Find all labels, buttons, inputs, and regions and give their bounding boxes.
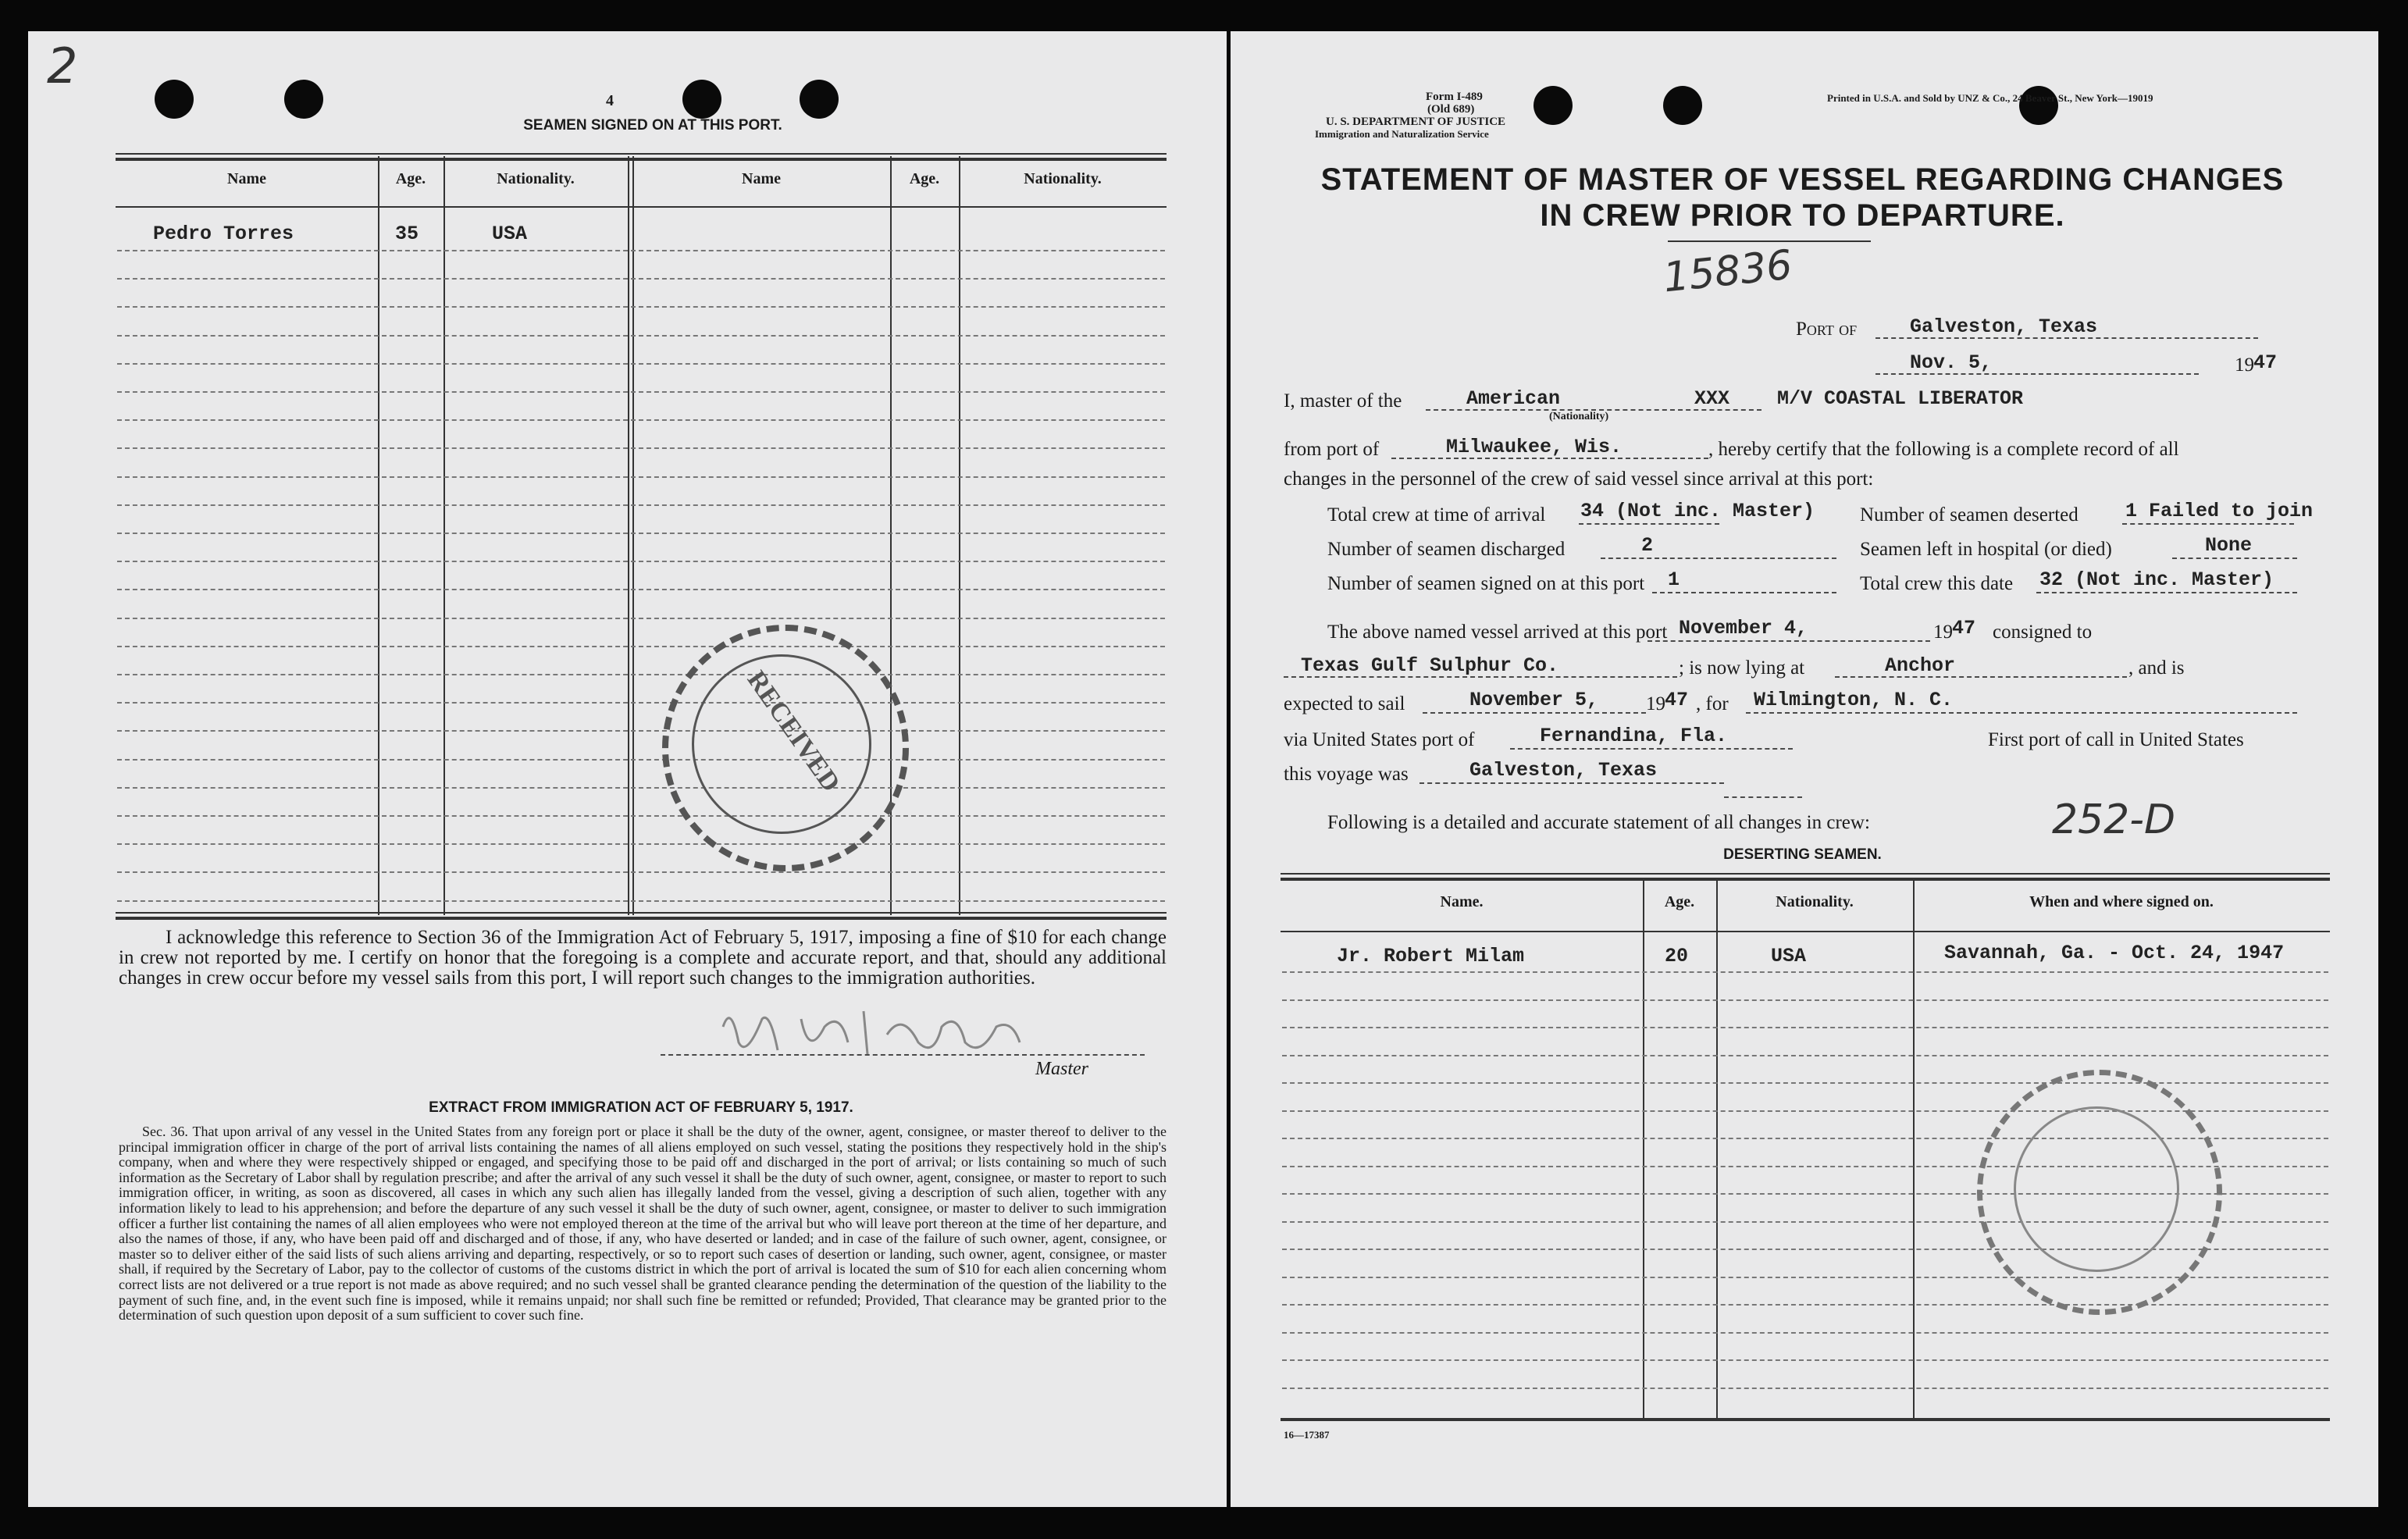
row-line (1282, 971, 2328, 973)
punch-hole (1533, 86, 1573, 125)
row-line (1282, 1359, 2328, 1361)
signed-on-label: Number of seamen signed on at this port (1327, 573, 1645, 594)
sail-year-suffix: 47 (1665, 689, 1689, 711)
struck-text: XXX (1694, 387, 1730, 410)
via-port-value: Fernandina, Fla. (1540, 725, 1728, 747)
arrived-date: November 4, (1679, 617, 1808, 639)
hospital-label: Seamen left in hospital (or died) (1860, 539, 2112, 560)
punch-hole (682, 80, 721, 119)
table-row-age: 20 (1665, 945, 1689, 967)
signed-on-value: 1 (1668, 568, 1680, 591)
certify-text: , hereby certify that the following is a complete record of all (1708, 439, 2179, 460)
table-row-age: 35 (395, 223, 419, 245)
for-label: , for (1696, 693, 1729, 714)
following-label: Following is a detailed and accurate statement of all changes in crew: (1327, 812, 1870, 833)
row-line (117, 815, 1165, 817)
printer-line: Printed in U.S.A. and Sold by UNZ & Co., 24 Beaver St., New York—19019 (1827, 92, 2153, 104)
row-line (117, 702, 1165, 704)
table-row-signed-on: Savannah, Ga. - Oct. 24, 1947 (1944, 942, 2285, 964)
row-line (1282, 1055, 2328, 1056)
row-line (117, 646, 1165, 647)
consigned-label: consigned to (1993, 622, 2093, 643)
row-line (117, 391, 1165, 393)
row-line (117, 730, 1165, 732)
col-header-nationality: Nationality. (497, 170, 575, 187)
master-of-label: I, master of the (1284, 390, 1402, 411)
col-header-name: Name. (1440, 893, 1484, 910)
deserting-title: DESERTING SEAMEN. (1723, 846, 1882, 863)
received-stamp (662, 625, 909, 871)
row-line (117, 419, 1165, 421)
col-header-signed-on: When and where signed on. (2029, 893, 2214, 910)
stamp-text: RECEIVED (741, 665, 846, 797)
footer-code: 16—17387 (1284, 1429, 1330, 1441)
row-line (117, 759, 1165, 761)
department: U. S. DEPARTMENT OF JUSTICE (1326, 116, 1506, 128)
expected-label: expected to sail (1284, 693, 1405, 714)
nationality-value: American (1466, 387, 1561, 410)
port-label: Port of (1796, 319, 1858, 340)
col-header-age: Age. (1664, 893, 1695, 910)
consignee-value: Texas Gulf Sulphur Co. (1301, 654, 1559, 677)
via-label: via United States port of (1284, 729, 1475, 750)
form-title-line2: IN CREW PRIOR TO DEPARTURE. (1540, 198, 2065, 233)
row-line (117, 250, 1165, 251)
punch-hole (1663, 86, 1702, 125)
first-call-value: Galveston, Texas (1469, 759, 1658, 782)
hospital-value: None (2205, 534, 2253, 557)
extract-text: Sec. 36. That upon arrival of any vessel in the United States from any foreign port or place it shall be the duty of the owner, agent, consignee, or master thereof to deliver to the principal immigration officer in charge of the port of arrival lists containing the names of all aliens employed on such vessel, stating the positions they respectively hold in the ship's company, when and where they were respectively shipped or engaged, and specifying those to be paid off and discharged in the port of arrival; or lists containing so much of such information as the Secretary of Labor shall by regulation prescribe; and after the arrival of any such vessel it shall be the duty of such owner, agent, consignee, or master to report to such immigration officer, in writing, as soon as discovered, all cases in which any such alien has illegally landed from the vessel, giving a description of such alien, together with any information likely to lead to his apprehension; and before the departure of any such vessel it shall be the duty of such owner, agent, consignee, or master to deliver to such immigration officer a further list containing the names of all alien employees who were not employed thereon at the time of the arrival but who will leave port thereon at the time of her departure, and also the names of those, if any, who have been paid off and discharged and of those, if any, who have deserted or landed; and in case of the failure of such owner, agent, consignee, or master so to deliver either of the said lists of such aliens arriving and departing, respectively, or so to report such cases of desertion or landing, such owner, agent, consignee, or master shall, if required by the Secretary of Labor, pay to the collector of customs of the customs district in which the port of arrival is located the sum of $10 for each alien concerning whom correct lists are not delivered or a true report is not made as above required; and no such vessel shall be granted clearance pending the determination of the question of the liability to the payment of such fine, and, in the event such fine is imposed, while it remains unpaid; nor shall such fine be remitted or refunded; Provided, That clearance may be granted prior to the determination of such question upon deposit of a sum sufficient to cover such fine. (119, 1124, 1167, 1323)
from-port-value: Milwaukee, Wis. (1446, 436, 1623, 458)
arrived-label: The above named vessel arrived at this port (1327, 622, 1668, 643)
sail-date: November 5, (1469, 689, 1599, 711)
row-line (117, 561, 1165, 562)
extract-title: EXTRACT FROM IMMIGRATION ACT OF FEBRUARY 5, 1917. (429, 1099, 853, 1116)
year-suffix: 47 (2253, 351, 2278, 374)
acknowledgement: I acknowledge this reference to Section 36 of the Immigration Act of February 5, 1917, imposing a fine of $10 for each change in crew not reported by me. I certify on honor that the foregoing is a complete and accurate report, and that, should any additional changes in crew occur before my vessel sails from this port, I will report such changes to the immigration authorities. (119, 927, 1167, 989)
col-header-nationality-2: Nationality. (1024, 170, 1102, 187)
first-call-label: First port of call in United States (1988, 729, 2244, 750)
sail-year-prefix: 19 (1646, 693, 1665, 714)
row-line (117, 504, 1165, 506)
row-line (117, 476, 1165, 478)
row-line (1282, 1388, 2328, 1389)
page-number: 4 (606, 92, 614, 109)
handwritten-code: 252-D (2052, 796, 2176, 843)
row-line (117, 674, 1165, 675)
table-row-nationality: USA (1771, 945, 1807, 967)
deserted-value: 1 Failed to join (2125, 500, 2314, 522)
master-label: Master (1035, 1059, 1088, 1079)
col-header-age-2: Age. (909, 170, 940, 187)
col-header-name: Name (227, 170, 266, 187)
row-line (1282, 1332, 2328, 1334)
table-row-name: Jr. Robert Milam (1337, 945, 1525, 967)
col-header-age: Age. (395, 170, 426, 187)
form-old-number: (Old 689) (1427, 103, 1475, 116)
from-port-label: from port of (1284, 439, 1380, 460)
row-line (1282, 1304, 2328, 1306)
nationality-caption: (Nationality) (1549, 411, 1609, 422)
service: Immigration and Naturalization Service (1315, 128, 1489, 140)
row-line (117, 871, 1165, 873)
row-line (117, 447, 1165, 449)
row-line (1282, 999, 2328, 1001)
file-number: 15836 (1661, 241, 1795, 302)
row-line (1282, 1027, 2328, 1028)
row-line (117, 900, 1165, 902)
port-value: Galveston, Texas (1910, 315, 2098, 338)
table-row-nationality: USA (492, 223, 528, 245)
changes-text: changes in the personnel of the crew of said vessel since arrival at this port: (1284, 468, 1874, 490)
row-line (117, 306, 1165, 308)
arrived-year-prefix: 19 (1933, 622, 1953, 643)
punch-hole (155, 80, 194, 119)
arrived-year-suffix: 47 (1952, 617, 1976, 639)
row-line (117, 533, 1165, 534)
total-crew-arrival-label: Total crew at time of arrival (1327, 504, 1546, 525)
corner-mark: 2 (47, 37, 78, 94)
discharged-value: 2 (1641, 534, 1654, 557)
date-value: Nov. 5, (1910, 351, 1993, 374)
discharged-label: Number of seamen discharged (1327, 539, 1566, 560)
left-page (28, 31, 1227, 1507)
this-voyage-label: this voyage was (1284, 764, 1409, 785)
deserted-label: Number of seamen deserted (1860, 504, 2079, 525)
row-line (117, 589, 1165, 590)
row-line (117, 787, 1165, 789)
punch-hole (284, 80, 323, 119)
total-crew-date-label: Total crew this date (1860, 573, 2014, 594)
port-stamp (1977, 1070, 2222, 1315)
table-row-name: Pedro Torres (153, 223, 294, 245)
row-line (117, 618, 1165, 619)
total-crew-arrival-value: 34 (Not inc. Master) (1580, 500, 1815, 522)
col-header-name-2: Name (742, 170, 781, 187)
row-line (117, 335, 1165, 337)
lying-label: ; is now lying at (1679, 657, 1805, 679)
and-is-label: , and is (2128, 657, 2185, 679)
lying-value: Anchor (1885, 654, 1956, 677)
col-header-nationality: Nationality. (1776, 893, 1854, 910)
row-line (117, 363, 1165, 365)
year-prefix: 19 (2235, 354, 2254, 376)
row-line (117, 843, 1165, 845)
row-line (117, 278, 1165, 280)
vessel-name: M/V COASTAL LIBERATOR (1777, 387, 2024, 410)
destination-value: Wilmington, N. C. (1754, 689, 1954, 711)
form-number: Form I-489 (1426, 91, 1483, 103)
total-crew-date-value: 32 (Not inc. Master) (2039, 568, 2274, 591)
right-page (1231, 31, 2378, 1507)
row-line (1282, 1082, 2328, 1084)
form-title-line1: STATEMENT OF MASTER OF VESSEL REGARDING CHANGES (1320, 162, 2285, 197)
punch-hole (800, 80, 839, 119)
section-title: SEAMEN SIGNED ON AT THIS PORT. (523, 117, 782, 134)
